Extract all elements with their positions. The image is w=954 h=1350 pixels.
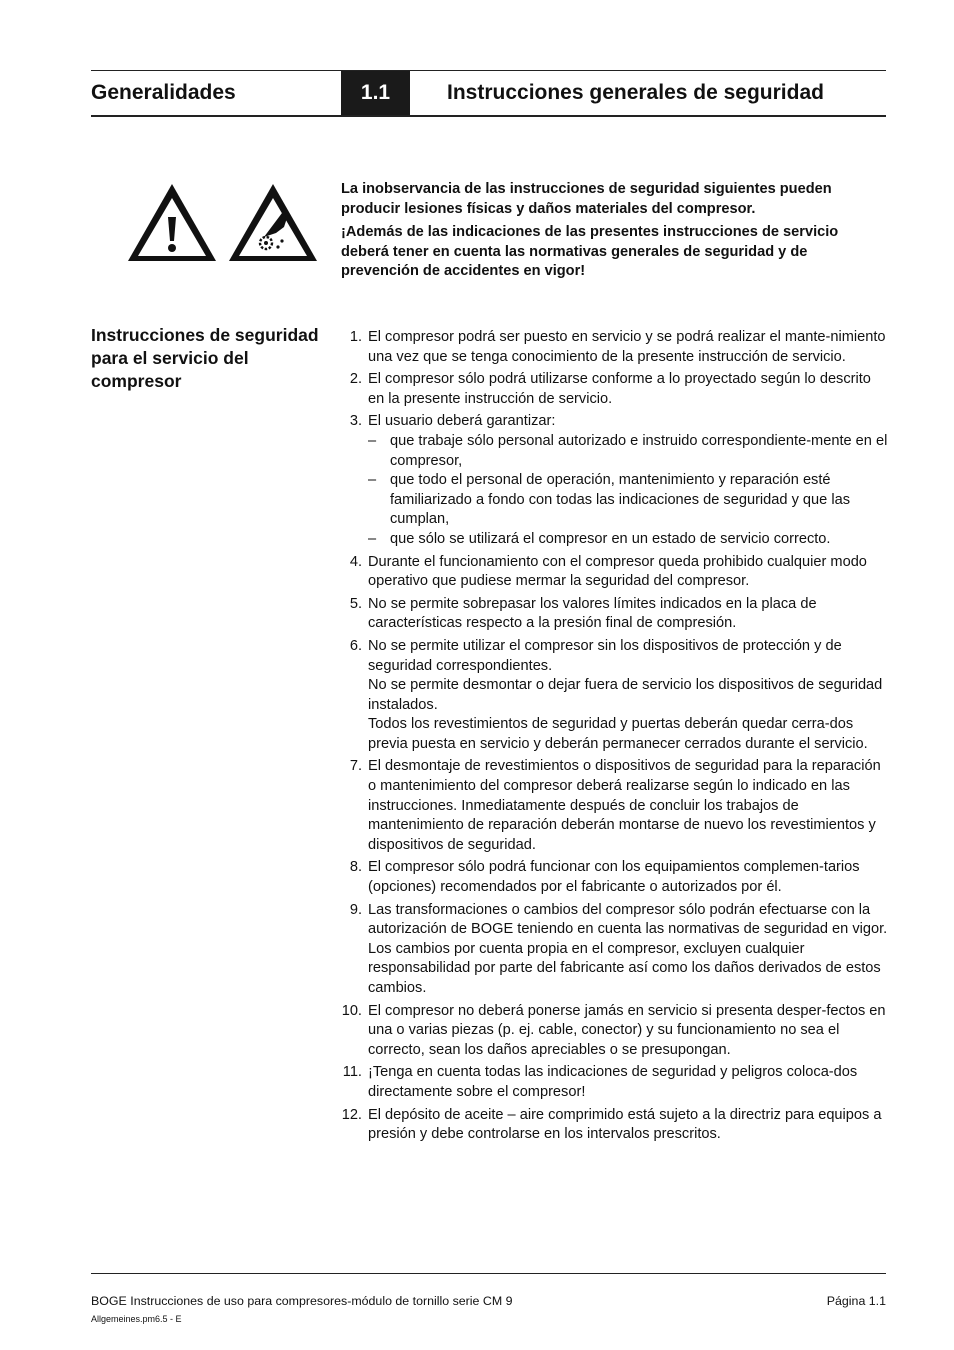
item-number: 2. [349, 371, 362, 388]
item-text: ¡Tenga en cuenta todas las indicaciones de seguridad y peligros coloca-dos directamente sobre el compresor! [368, 1064, 858, 1100]
item-number: 7. [349, 758, 362, 775]
sub-item: – que trabaje sólo personal autorizado e instruido correspondiente-mente en el compresor, [368, 432, 888, 469]
item-number: 9. [349, 901, 362, 918]
list-item [341, 370, 889, 409]
footer-page-number: Página 1.1 [826, 1294, 886, 1308]
warning-signs [126, 181, 318, 265]
list-item [341, 1063, 889, 1102]
item-text: No se permite desmontar o dejar fuera de servicio los dispositivos de seguridad instalados. [368, 677, 883, 713]
list-item [341, 1002, 889, 1061]
intro-paragraph: ¡Además de las indicaciones de las presentes instrucciones de servicio deberá tener en cuenta las normativas generales de seguridad y de prevención de accidentes en vigor! [341, 224, 839, 279]
list-item [341, 412, 889, 549]
list-item [341, 328, 889, 367]
item-text: El compresor no deberá ponerse jamás en servicio si presenta desper-fectos en una o varias piezas (p. ej. cable, conector) y su funcionamiento no sea el correcto, sean los daños apreciables o se presupongan. [368, 1002, 886, 1058]
list-item [341, 901, 889, 999]
sub-item-text: que todo el personal de operación, mantenimiento y reparación esté familiarizado a fondo con todas las indicaciones de seguridad y que las cumplan, [390, 472, 850, 528]
sub-item-text: que trabaje sólo personal autorizado e instruido correspondiente-mente en el compresor, [390, 432, 888, 469]
sub-item-text: que sólo se utilizará el compresor en un estado de servicio correcto. [390, 530, 831, 547]
side-heading: Instrucciones de seguridad para el servicio del compresor [91, 325, 319, 391]
footer-divider [91, 1273, 886, 1274]
item-text: Durante el funcionamiento con el compresor queda prohibido cualquier modo operativo que pudiese mermar la seguridad del compresor. [368, 553, 867, 590]
sub-list [368, 432, 889, 550]
list-item [341, 553, 889, 592]
page-header [91, 70, 886, 117]
item-text: Todos los revestimientos de seguridad y puertas deberán quedar cerra-dos previa puesta en servicio y deberán permanecer cerrados durante el servicio. [368, 716, 868, 752]
item-text: El usuario deberá garantizar: [368, 413, 556, 430]
footer-document-title: BOGE Instrucciones de uso para compresores-módulo de tornillo serie CM 9 [91, 1294, 513, 1308]
item-number: 10. [341, 1002, 362, 1019]
item-number: 6. [349, 637, 362, 654]
item-text: El depósito de aceite – aire comprimido está sujeto a la directriz para equipos a presión y debe controlarse en los intervalos prescritos. [368, 1106, 882, 1143]
list-item [341, 757, 889, 855]
safety-intro [341, 180, 889, 286]
list-item [341, 595, 889, 634]
warning-exclamation-icon [128, 184, 216, 261]
intro-paragraph: La inobservancia de las instrucciones de seguridad siguientes pueden producir lesiones físicas y daños materiales del compresor. [341, 181, 832, 217]
item-text: Los cambios por cuenta propia en el compresor, excluyen cualquier responsabilidad por parte del fabricante así como los daños derivados de estos cambios. [368, 940, 881, 996]
item-text: El compresor podrá ser puesto en servicio y se podrá realizar el mante-nimiento una vez que se tenga conocimiento de la presente instrucción de servicio. [368, 329, 886, 365]
section-label: Generalidades [91, 81, 236, 104]
item-number: 3. [349, 413, 362, 430]
item-number: 12. [341, 1106, 362, 1123]
item-text: Las transformaciones o cambios del compresor sólo podrán efectuarse con la autorización de BOGE teniendo en cuenta las normativas de seguridad en vigor. [368, 901, 888, 938]
warning-rotating-parts-hand-icon [229, 184, 317, 261]
page-title: Instrucciones generales de seguridad [447, 81, 824, 104]
item-text: No se permite sobrepasar los valores límites indicados en la placa de características respecto a la presión final de compresión. [368, 595, 817, 632]
item-number: 4. [349, 553, 362, 570]
sub-item: – que sólo se utilizará el compresor en un estado de servicio correcto. [368, 530, 831, 547]
safety-instruction-list [341, 328, 889, 1148]
item-number: 11. [342, 1064, 362, 1081]
item-number: 5. [349, 595, 362, 612]
item-text: El desmontaje de revestimientos o dispositivos de seguridad para la reparación o mantenimiento del compresor deberá realizarse según lo indicado en las instrucciones. Inmediatamente después de concluir los trabajos de mantenimiento de reparación deberán montarse de nuevo los revestimientos y dispositivos de seguridad. [368, 758, 881, 853]
footer-file-name: Allgemeines.pm6.5 - E [91, 1314, 182, 1324]
item-text: No se permite utilizar el compresor sin los dispositivos de protección y de seguridad correspondientes. [368, 637, 842, 674]
item-number: 1. [349, 329, 362, 345]
item-text: El compresor sólo podrá funcionar con los equipamientos complemen-tarios (opciones) recomendados por el fabricante o autorizados por él. [368, 859, 860, 896]
section-number: 1.1 [341, 71, 410, 115]
list-item [341, 858, 889, 897]
sub-item: – que todo el personal de operación, mantenimiento y reparación esté familiarizado a fondo con todas las indicaciones de seguridad y que las cumplan, [368, 472, 850, 528]
item-text: El compresor sólo podrá utilizarse conforme a lo proyectado según lo descrito en la presente instrucción de servicio. [368, 371, 871, 407]
item-number: 8. [349, 859, 362, 876]
list-item [341, 1106, 889, 1145]
list-item [341, 637, 889, 755]
